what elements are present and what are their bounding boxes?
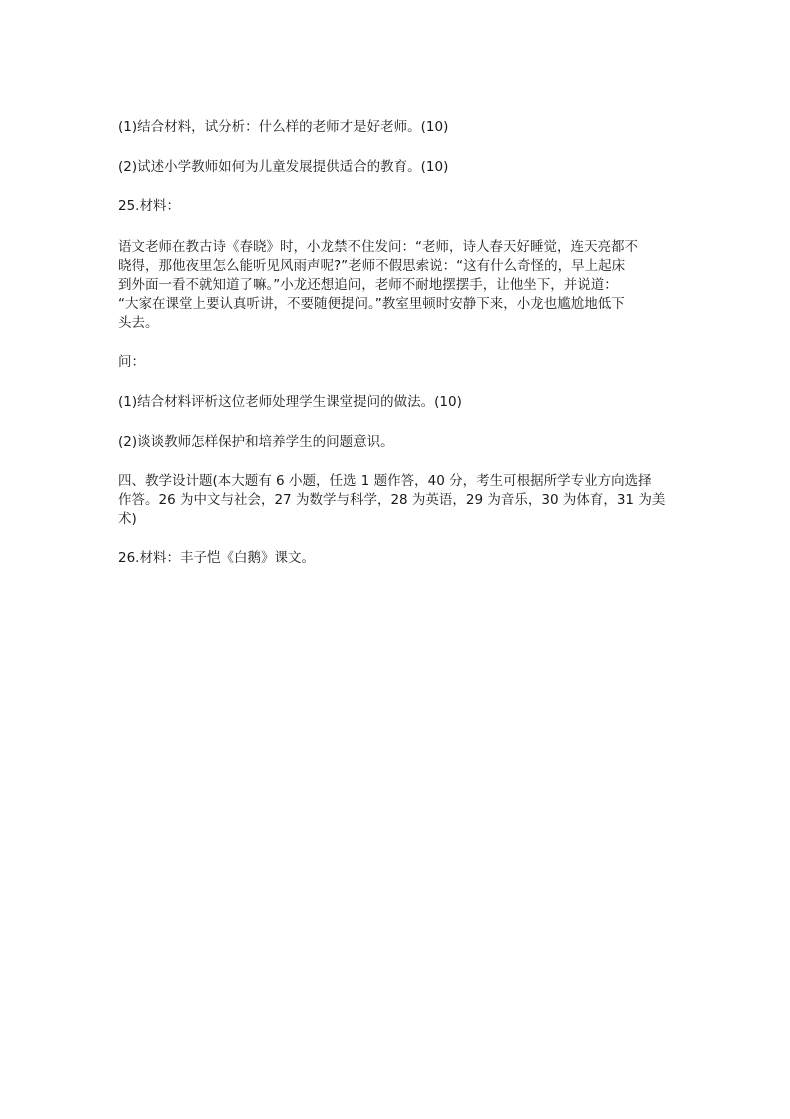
q25-sub1: (1)结合材料评析这位老师处理学生课堂提问的做法。(10) — [118, 394, 462, 410]
q25-material-line: “大家在课堂上要认真听讲，不要随便提问。”教室里顿时安静下来，小龙也尴尬地低下 — [118, 296, 625, 312]
q25-material — [118, 238, 678, 333]
q25-ask: 问： — [118, 354, 145, 370]
q25-title: 25.材料： — [118, 198, 180, 214]
q25-sub2: (2)谈谈教师怎样保护和培养学生的问题意识。 — [118, 434, 394, 450]
section4-line: 术) — [118, 511, 137, 527]
q24-sub2: (2)试述小学教师如何为儿童发展提供适合的教育。(10) — [118, 159, 449, 175]
q25-material-line: 到外面一看不就知道了嘛。”小龙还想追问，老师不耐地摆摆手，让他坐下，并说道： — [118, 277, 618, 293]
q24-sub1: (1)结合材料，试分析：什么样的老师才是好老师。(10) — [118, 119, 449, 135]
q25-material-line: 晓得，那他夜里怎么能听见风雨声呢?”老师不假思索说：“这有什么奇怪的，早上起床 — [118, 258, 626, 274]
section4-line: 作答。26 为中文与社会，27 为数学与科学，28 为英语，29 为音乐，30 为体育，31 为美 — [118, 492, 666, 508]
document-page — [118, 118, 678, 568]
q25-material-line: 头去。 — [118, 315, 159, 331]
q26: 26.材料：丰子恺《白鹅》课文。 — [118, 550, 315, 566]
section4-line: 四、教学设计题(本大题有 6 小题，任选 1 题作答，40 分，考生可根据所学专业方向选择 — [118, 473, 652, 489]
q25-material-line: 语文老师在教古诗《春晓》时，小龙禁不住发问：“老师，诗人春天好睡觉，连天亮都不 — [118, 239, 638, 255]
section4-heading — [118, 472, 678, 529]
